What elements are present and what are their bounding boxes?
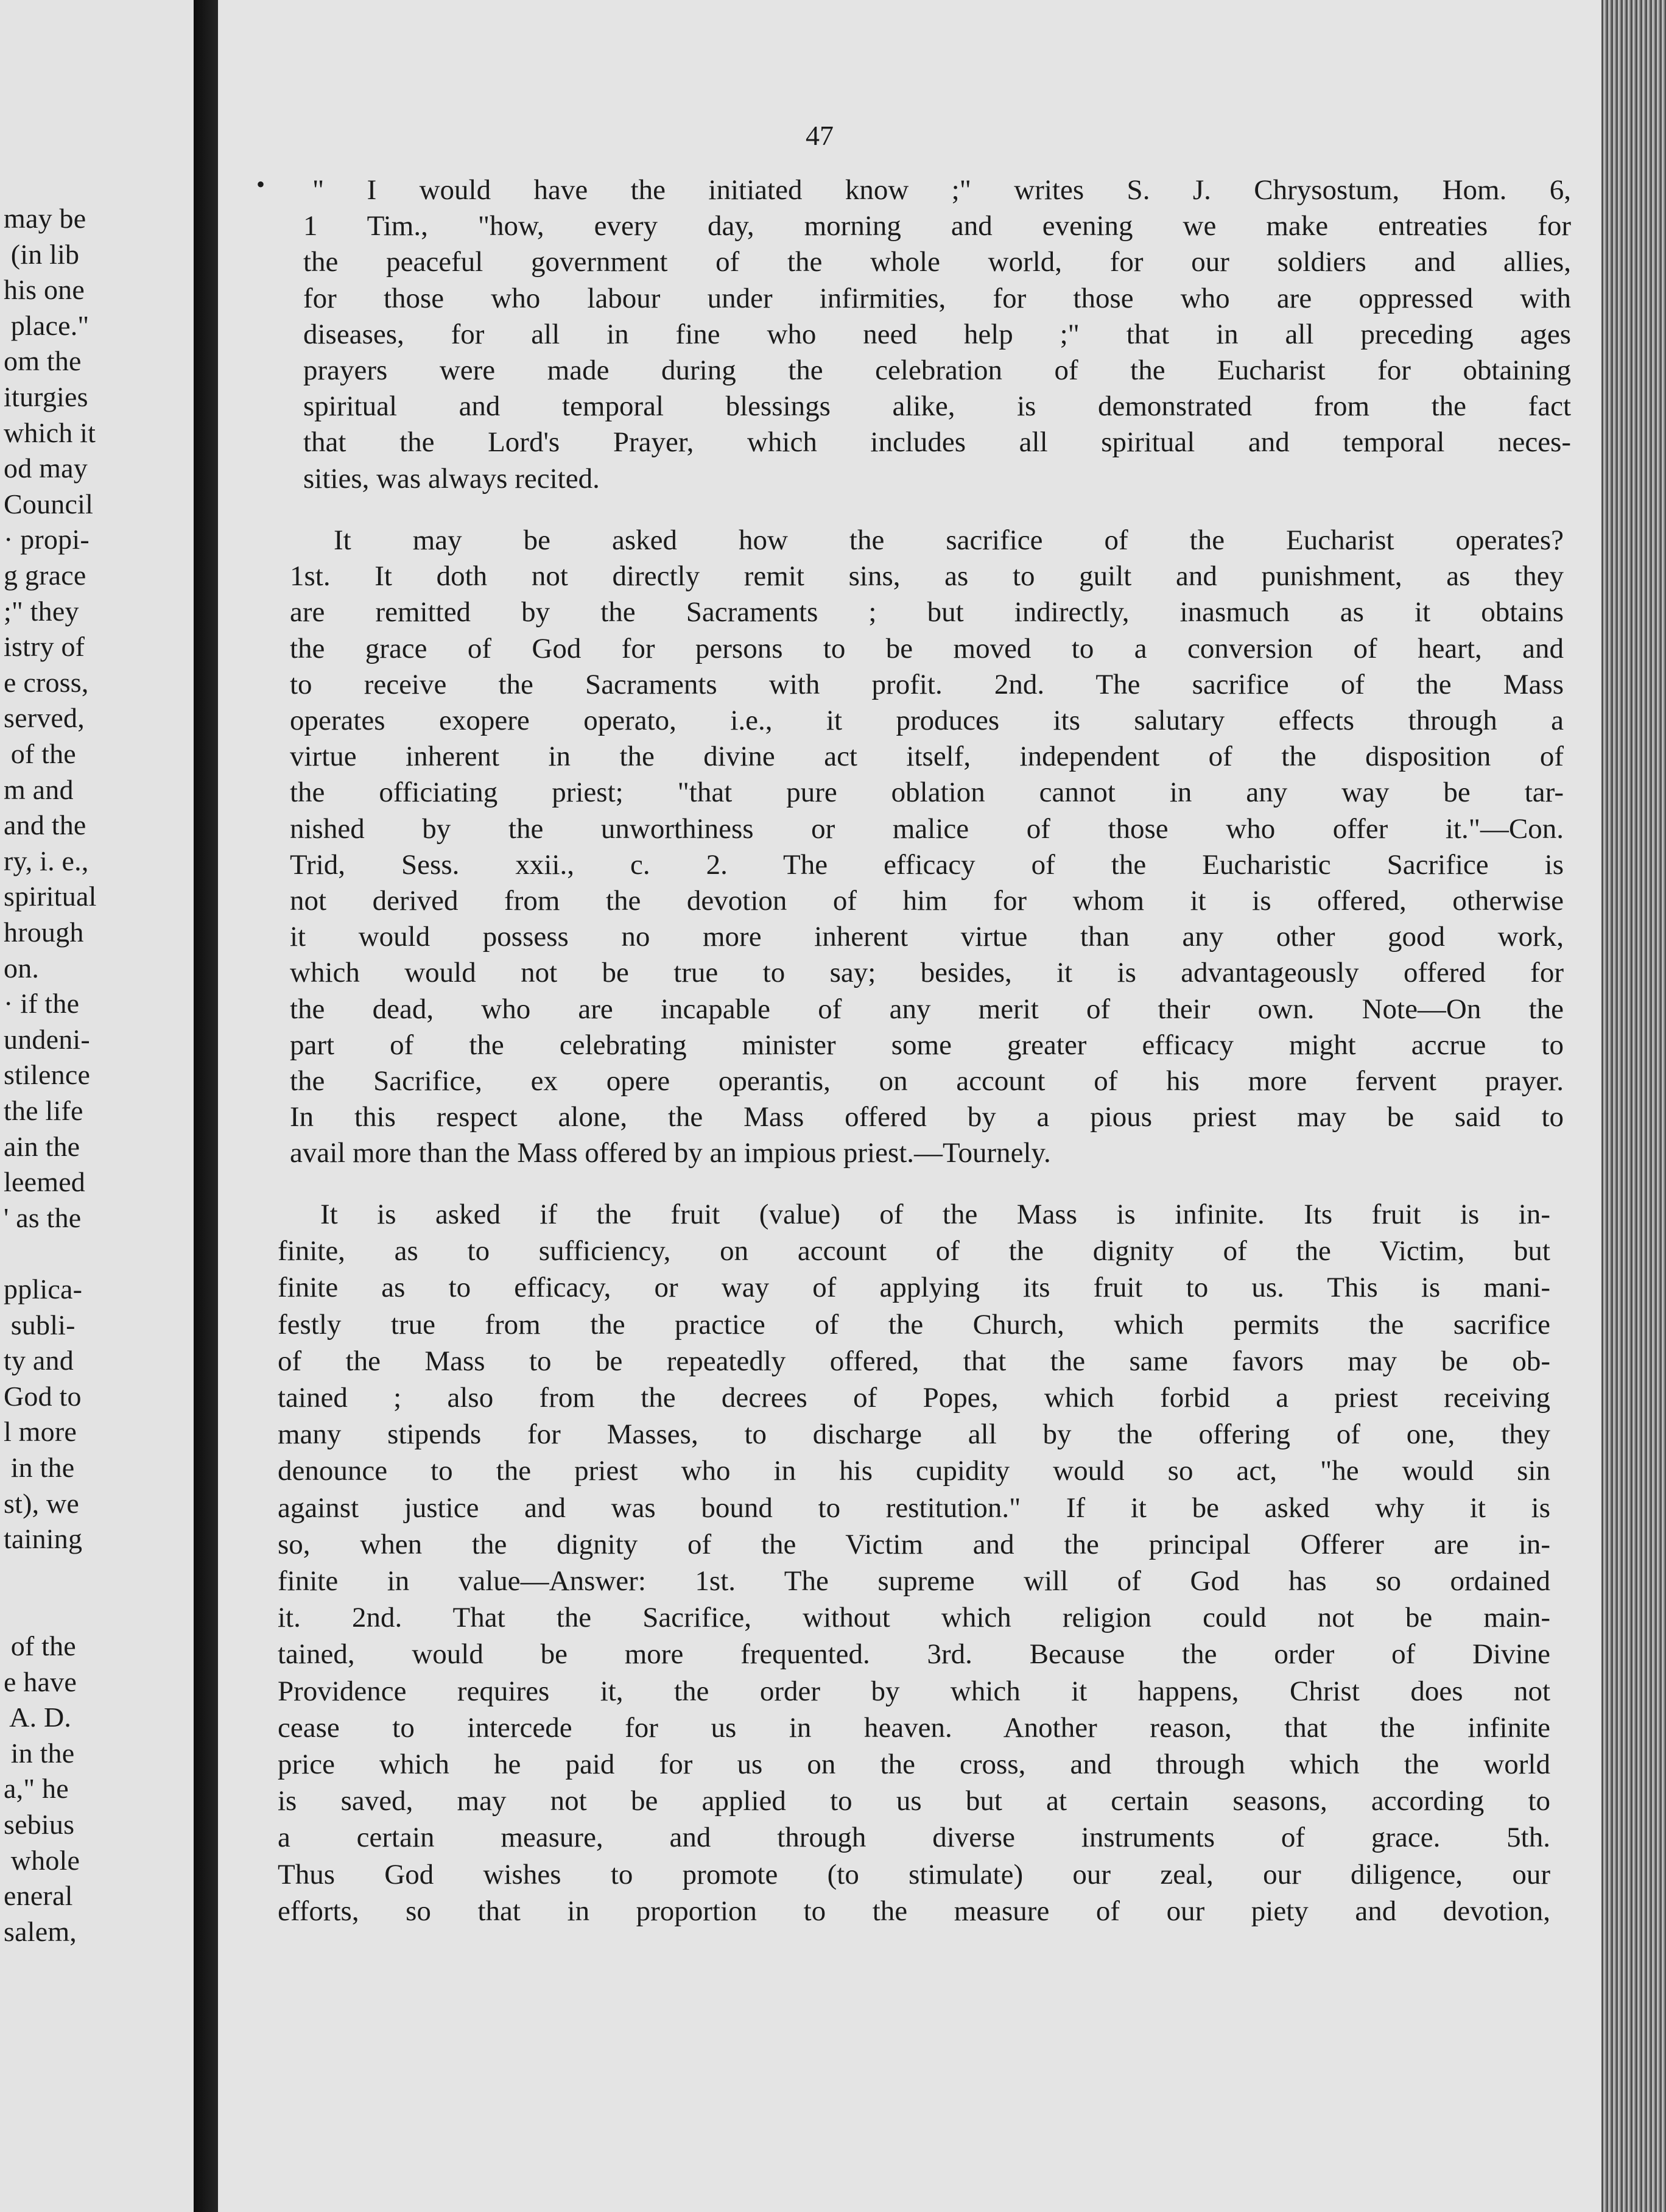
text-line: are remitted by the Sacraments ; but indirectly, inasmuch as it obtains [290,596,1564,629]
left-page-fragment: place." [4,309,90,341]
left-page-fragment: whole [4,1844,80,1876]
left-page-fragment: iturgies [4,381,88,412]
text-line: price which he paid for us on the cross, and through which the world [278,1749,1550,1780]
text-line: It may be asked how the sacrifice of the Eucharist operates? [334,524,1564,556]
text-line: against justice and was bound to restitution." If it be asked why it is [278,1492,1550,1524]
text-line: 1 Tim., "how, every day, morning and evening we make entreaties for [303,210,1571,242]
left-page-fragment: e cross, [4,666,89,698]
right-page [218,0,1601,2212]
text-line: prayers were made during the celebration of the Eucharist for obtaining [303,354,1571,386]
book-gutter [194,0,218,2212]
text-line: tained ; also from the decrees of Popes, which forbid a priest receiving [278,1382,1550,1414]
left-page-fragment: which it [4,417,96,448]
left-page-fragment: ' as the [4,1202,82,1233]
left-page-fragment: istry of [4,631,85,663]
text-line: It is asked if the fruit (value) of the Mass is infinite. Its fruit is in- [320,1199,1550,1230]
left-page-fragment: m and [4,773,74,805]
left-page-fragment: on. [4,952,40,984]
text-line: so, when the dignity of the Victim and the principal Offerer are in- [278,1528,1550,1560]
left-page-fragment: l more [4,1416,77,1448]
left-page-fragment: Council [4,488,94,520]
text-line: the officiating priest; "that pure oblation cannot in any way be tar- [290,777,1564,809]
text-line: tained, would be more frequented. 3rd. Because the order of Divine [278,1638,1550,1671]
left-page-fragment: · propi- [4,524,90,555]
left-page-fragment: God to [4,1380,82,1412]
text-line: finite, as to sufficiency, on account of the dignity of the Victim, but [278,1235,1550,1267]
left-page-fragment: sebius [4,1809,75,1840]
text-line: the dead, who are incapable of any merit of their own. Note—On the [290,993,1564,1025]
text-line: that the Lord's Prayer, which includes all spiritual and temporal neces- [303,426,1571,459]
text-line: In this respect alone, the Mass offered by a pious priest may be said to [290,1101,1564,1133]
left-page-fragment: his one [4,274,85,306]
left-page-fragment: A. D. [4,1702,72,1733]
left-page-fragment: (in lib [4,238,80,270]
text-line: operates exopere operato, i.e., it produces its salutary effects through a [290,705,1564,736]
text-line: denounce to the priest who in his cupidity would so act, "he would sin [278,1455,1550,1487]
left-page-fragment: salem, [4,1915,77,1947]
text-line: a certain measure, and through diverse instruments of grace. 5th. [278,1822,1550,1854]
left-page-fragment: served, [4,702,85,734]
left-page-fragment: od may [4,453,88,484]
text-line: " I would have the initiated know ;" writes S. J. Chrysostum, Hom. 6, [312,174,1571,206]
text-line: efforts, so that in proportion to the measure of our piety and devotion, [278,1895,1550,1927]
left-page-fragment: a," he [4,1773,69,1805]
text-line: for those who labour under infirmities, for those who are oppressed with [303,282,1571,314]
left-page-fragment: of the [4,1630,76,1661]
left-page-fragment: in the [4,1452,75,1483]
text-line: virtue inherent in the divine act itself, independent of the disposition of [290,741,1564,773]
left-page-fragment: st), we [4,1487,80,1519]
text-line: part of the celebrating minister some greater efficacy might accrue to [290,1029,1564,1061]
left-page-fragment: the life [4,1095,83,1126]
text-line: festly true from the practice of the Church, which permits the sacrifice [278,1308,1550,1340]
text-line: is saved, may not be applied to us but at certain seasons, according to [278,1785,1550,1817]
text-line: it would possess no more inherent virtue than any other good work, [290,921,1564,953]
left-page-fragment: spiritual [4,881,97,912]
text-line: cease to intercede for us in heaven. Another reason, that the infinite [278,1711,1550,1744]
text-line: finite as to efficacy, or way of applying its fruit to us. This is mani- [278,1272,1550,1304]
left-page [0,0,194,2212]
page-number: 47 [806,120,834,151]
text-line: the peaceful government of the whole world, for our soldiers and allies, [303,246,1571,278]
text-line: diseases, for all in fine who need help ;" that in all preceding ages [303,318,1571,350]
left-page-fragment: stilence [4,1059,91,1091]
text-line: Thus God wishes to promote (to stimulate) our zeal, our diligence, our [278,1858,1550,1890]
left-page-fragment: · if the [4,988,80,1020]
text-line: spiritual and temporal blessings alike, is demonstrated from the fact [303,390,1571,423]
left-page-fragment: leemed [4,1166,86,1198]
left-page-fragment: pplica- [4,1273,83,1305]
text-line: to receive the Sacraments with profit. 2nd. The sacrifice of the Mass [290,668,1564,700]
text-line: avail more than the Mass offered by an impious priest.—Tournely. [290,1137,1051,1169]
left-page-fragment: undeni- [4,1023,90,1055]
left-page-fragment: may be [4,203,86,234]
text-line: many stipends for Masses, to discharge all by the offering of one, they [278,1418,1550,1451]
page-edges [1601,0,1666,2212]
text-line: nished by the unworthiness or malice of those who offer it."—Con. [290,812,1564,845]
left-page-fragment: in the [4,1737,75,1769]
left-page-fragment: hrough [4,917,84,948]
left-page-fragment: om the [4,345,82,377]
left-page-fragment: and the [4,809,86,841]
text-line: Providence requires it, the order by which it happens, Christ does not [278,1675,1550,1707]
text-line: of the Mass to be repeatedly offered, that the same favors may be ob- [278,1345,1550,1377]
text-line: sities, was always recited. [303,462,600,495]
text-line: which would not be true to say; besides, it is advantageously offered for [290,957,1564,989]
left-page-fragment: g grace [4,560,86,591]
text-line: the grace of God for persons to be moved to a conversion of heart, and [290,632,1564,664]
left-page-fragment: ry, i. e., [4,845,89,876]
left-page-fragment: ;" they [4,595,79,627]
text-line: the Sacrifice, ex opere operantis, on account of his more fervent prayer. [290,1065,1564,1097]
text-line: it. 2nd. That the Sacrifice, without which religion could not be main- [278,1602,1550,1634]
left-page-fragment: eneral [4,1880,73,1912]
left-page-fragment: ain the [4,1130,80,1162]
text-line: 1st. It doth not directly remit sins, as to guilt and punishment, as they [290,560,1564,593]
text-line: Trid, Sess. xxii., c. 2. The efficacy of the Eucharistic Sacrifice is [290,848,1564,881]
text-line: not derived from the devotion of him for whom it is offered, otherwise [290,885,1564,917]
margin-mark: • [256,171,265,198]
left-page-fragment: of the [4,738,76,769]
left-page-fragment: subli- [4,1309,76,1340]
left-page-fragment: taining [4,1523,83,1555]
text-line: finite in value—Answer: 1st. The supreme will of God has so ordained [278,1565,1550,1597]
left-page-fragment: e have [4,1666,77,1697]
left-page-fragment: ty and [4,1345,74,1376]
